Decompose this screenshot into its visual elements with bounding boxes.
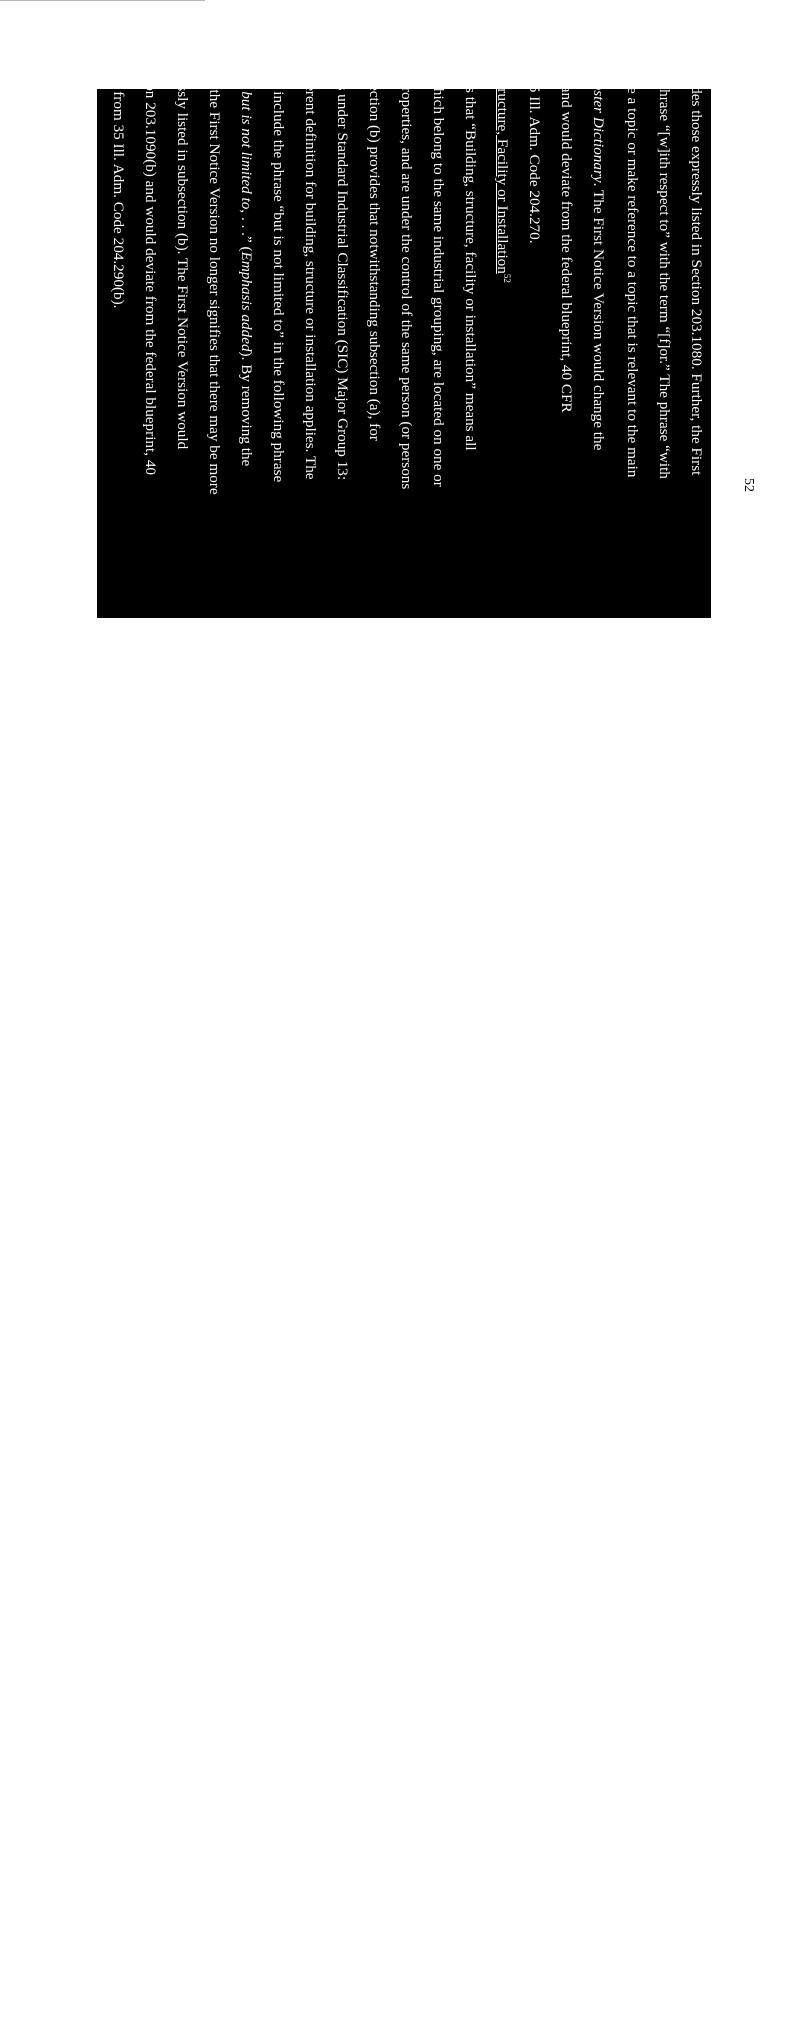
text-line: [490, 25, 514, 2025]
text-segment: 203.1080 and would deviate from the federal blueprint, 40 CFR: [558, 25, 575, 413]
top-rule: [0, 0, 205, 1]
scanned-text-block: [97, 25, 711, 618]
text-segment: that expressly listed in subsection (b). The First Notice Version would: [174, 25, 191, 450]
text-line: [170, 25, 194, 2025]
text-segment: Emphasis added: [238, 251, 255, 352]
scanned-page: [0, 0, 800, 618]
rotated-text-area: [97, 25, 711, 618]
text-segment: n does not include the phrase “but is not limited to” in the following phrase: [270, 25, 287, 483]
text-segment: nd from 35 Ill. Adm. Code 204.270.: [526, 25, 543, 244]
text-line: [106, 25, 130, 2025]
text-segment: g of Section 203.1090(b) and would deviate from the federal blueprint, 40: [142, 25, 159, 476]
text-segment: adjacent properties, and are under the control of the same person (or persons: [398, 25, 415, 490]
text-segment: 1)(B), and from 35 Ill. Adm. Code 204.290(b).: [110, 25, 127, 309]
text-line: [266, 25, 290, 2025]
text-line: [554, 25, 578, 2025]
text-line: [458, 25, 482, 2025]
text-segment: . The First Notice Version would change the: [590, 182, 607, 451]
text-segment: t includes,: [238, 25, 255, 92]
text-line: [394, 25, 418, 2025]
text-line: [362, 25, 386, 2025]
text-segment: laces the phrase “[w]ith respect to” with the term “[f]or.” The phrase “with: [656, 25, 673, 479]
text-line: [586, 25, 610, 2025]
text-line: [522, 25, 546, 2025]
footnote-ref: 52: [502, 273, 513, 283]
text-segment: rriam-Webster Dictionary: [590, 25, 607, 183]
text-line: [330, 25, 354, 2025]
text-line: [620, 25, 644, 2025]
text-line: [652, 25, 676, 2025]
text-segment: mited to,” the First Notice Version no longer signifies that there may be more: [206, 25, 223, 495]
text-line: [426, 25, 450, 2025]
text-segment: e activities under Standard Industrial Classification (SIC) Major Group 13:: [334, 25, 351, 481]
text-segment: ctivities which belong to the same industrial grouping, are located on one or: [430, 25, 447, 487]
text-line: [234, 25, 258, 2025]
text-segment: o introduce a topic or make reference to a topic that is relevant to the main: [624, 25, 641, 478]
text-line: [684, 25, 708, 2025]
text-line: [298, 25, 322, 2025]
text-segment: but is not limited to: [238, 91, 255, 210]
text-segment: a) provides that “Building, structure, facility or installation” means all: [462, 25, 479, 451]
text-segment: items besides those expressly listed in Section 203.1080. Further, the First: [688, 25, 705, 476]
text-segment: ). By removing the: [238, 351, 255, 467]
text-segment: uilding, Structure, Facility or Installation: [494, 25, 511, 274]
text-segment: rol). Subsection (b) provides that notwithstanding subsection (a), for: [366, 25, 383, 441]
text-segment: ion, a different definition for building, structure or installation applies. The: [302, 25, 319, 480]
page-number: 52: [741, 478, 756, 492]
text-line: [202, 25, 226, 2025]
text-segment: , . . .” (: [238, 209, 255, 252]
page-number-box: [736, 478, 760, 518]
text-line: [138, 25, 162, 2025]
